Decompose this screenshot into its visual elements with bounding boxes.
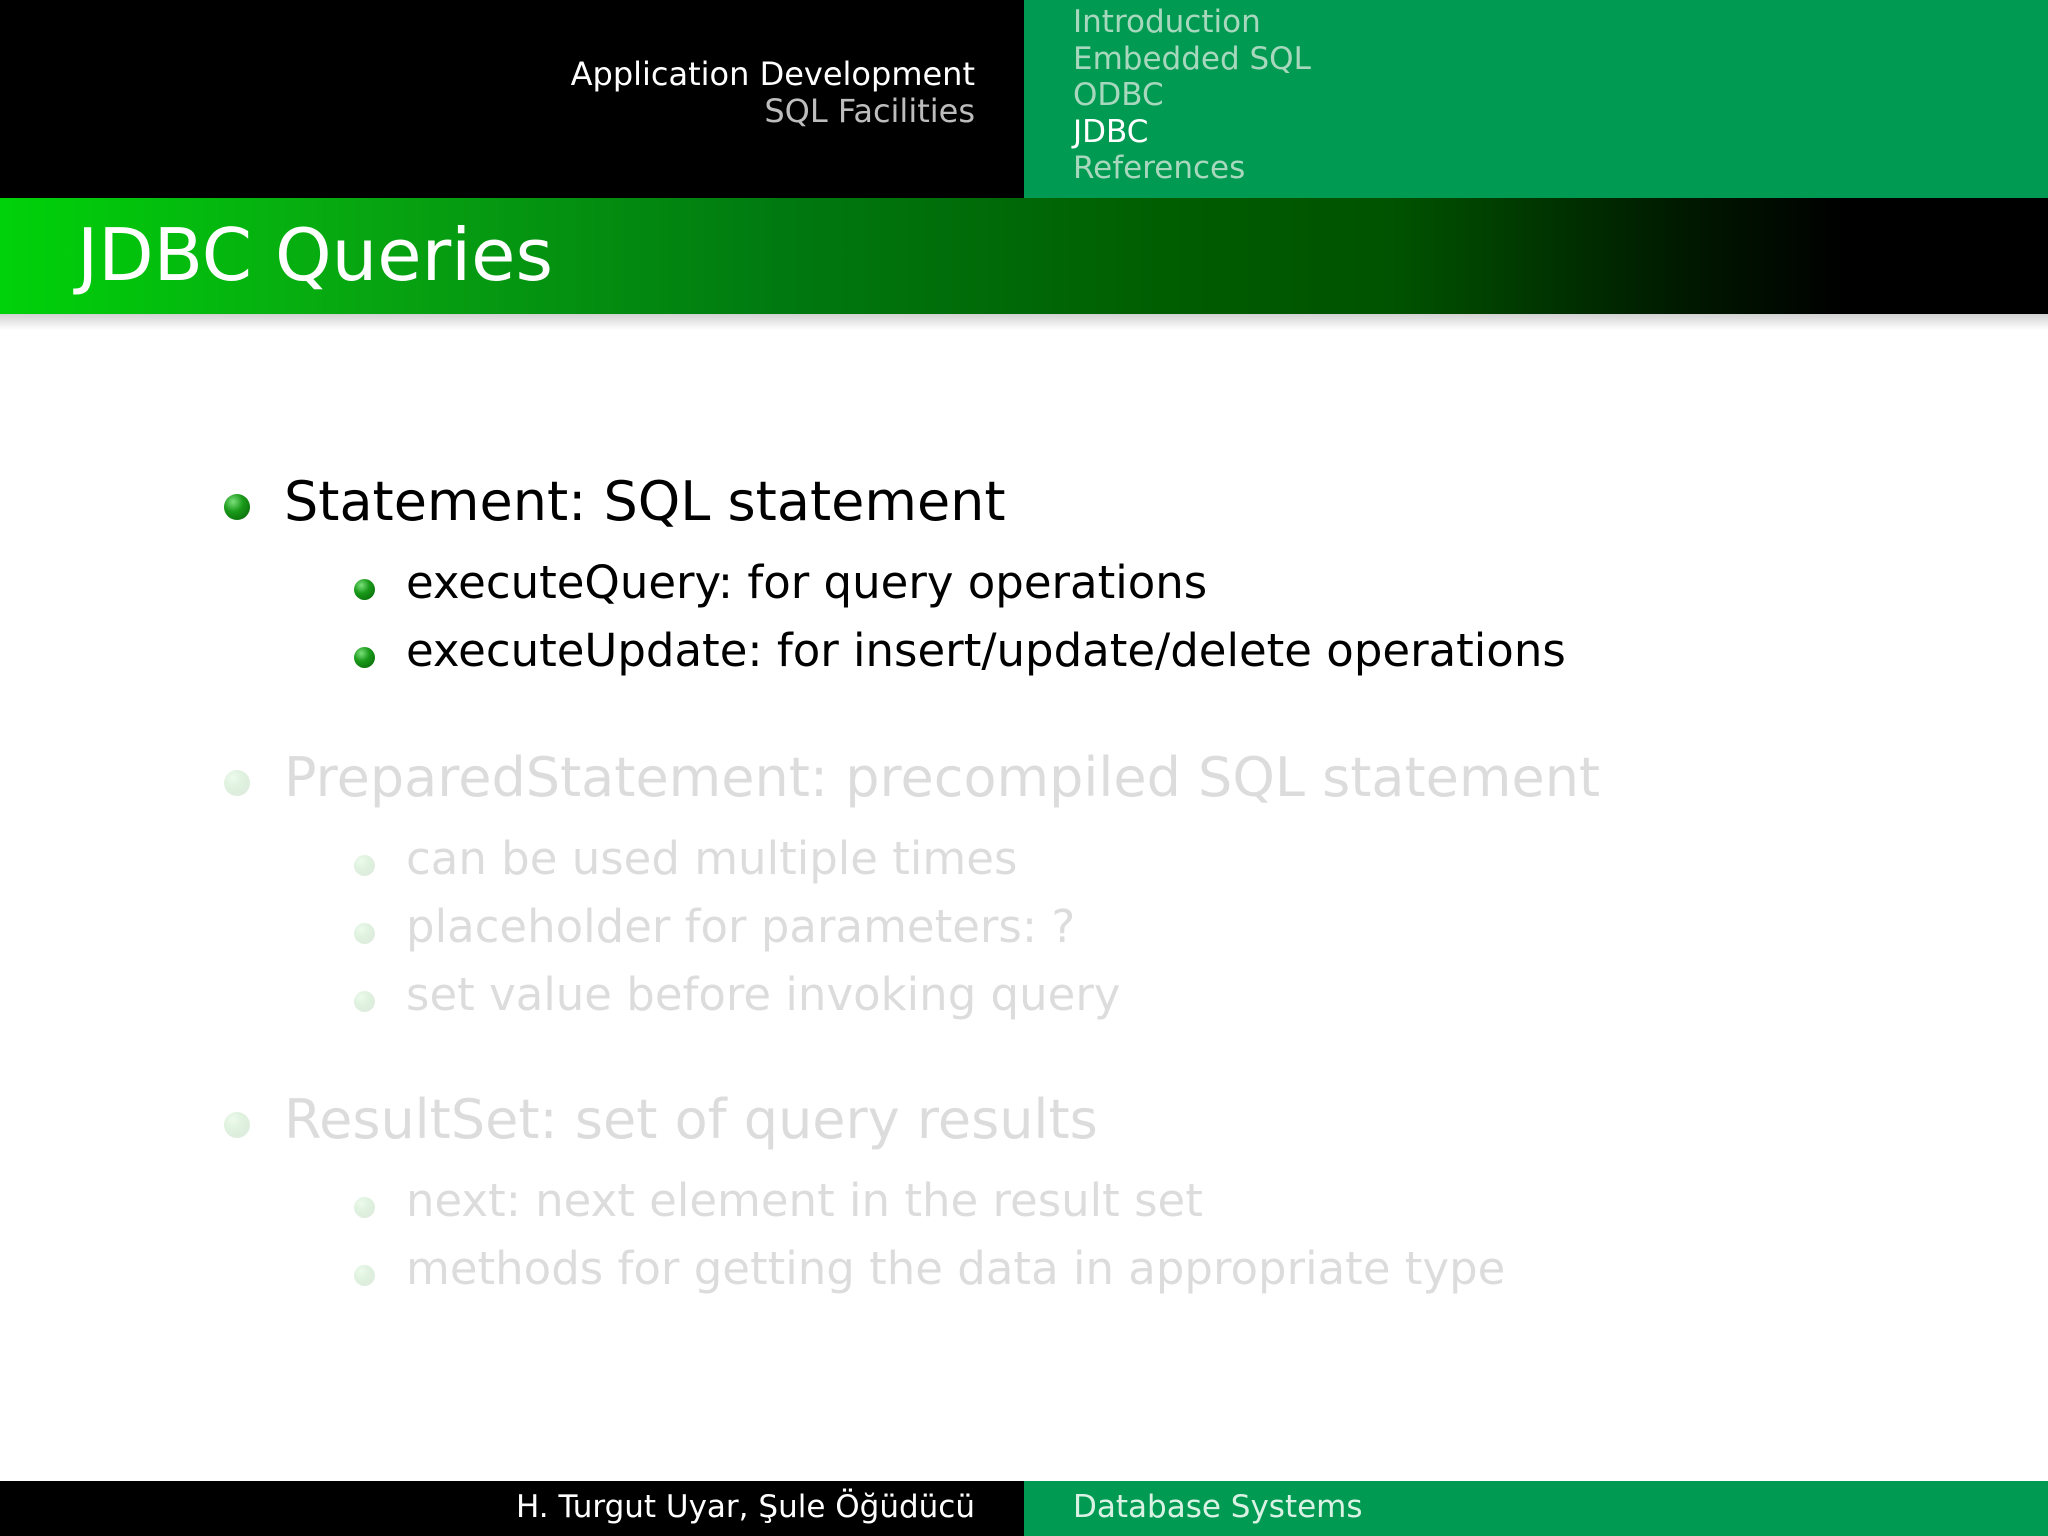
- footer-left-panel: [0, 1481, 1024, 1536]
- sub-bullet-label: set value before invoking query: [406, 968, 1121, 1021]
- sub-bullet-icon: [354, 1197, 375, 1218]
- header-titles: [571, 56, 975, 130]
- sub-bullet-label: placeholder for parameters: ?: [406, 900, 1076, 953]
- header-nav-panel: [1024, 0, 2048, 198]
- section-nav: [1073, 4, 1311, 187]
- sub-bullet-label: can be used multiple times: [406, 832, 1018, 885]
- nav-item-introduction[interactable]: Introduction: [1073, 4, 1261, 40]
- nav-item-references[interactable]: References: [1073, 150, 1246, 186]
- section-title: SQL Facilities: [764, 92, 975, 130]
- sub-bullet-label: executeQuery: for query operations: [406, 556, 1208, 609]
- footer-course-title: Database Systems: [1073, 1489, 1363, 1525]
- nav-item-embedded-sql[interactable]: Embedded SQL: [1073, 40, 1311, 77]
- presentation-title: Application Development: [570, 55, 975, 93]
- slide-title: JDBC Queries: [77, 213, 553, 297]
- header-left-panel: [0, 0, 1024, 198]
- bullet-label: PreparedStatement: precompiled SQL statement: [284, 746, 1601, 809]
- sub-bullet-label: executeUpdate: for insert/update/delete operations: [406, 624, 1566, 677]
- sub-bullet-icon: [354, 1265, 375, 1286]
- bullet-label: ResultSet: set of query results: [284, 1088, 1098, 1151]
- bullet-label: Statement: SQL statement: [284, 470, 1006, 533]
- sub-bullet-label: methods for getting the data in appropriate type: [406, 1242, 1506, 1295]
- bullet-icon: [224, 1112, 250, 1138]
- bullet-icon: [224, 494, 250, 520]
- nav-item-jdbc[interactable]: JDBC: [1073, 113, 1149, 150]
- sub-bullet-icon: [354, 647, 375, 668]
- bullet-icon: [224, 770, 250, 796]
- sub-bullet-icon: [354, 579, 375, 600]
- footer-right-panel: [1024, 1481, 2048, 1536]
- sub-bullet-icon: [354, 855, 375, 876]
- sub-bullet-icon: [354, 991, 375, 1012]
- title-bar-shadow: [0, 314, 2048, 330]
- nav-item-odbc[interactable]: ODBC: [1073, 77, 1164, 113]
- sub-bullet-icon: [354, 923, 375, 944]
- footer-authors: H. Turgut Uyar, Şule Öğüdücü: [516, 1489, 975, 1525]
- sub-bullet-label: next: next element in the result set: [406, 1174, 1203, 1227]
